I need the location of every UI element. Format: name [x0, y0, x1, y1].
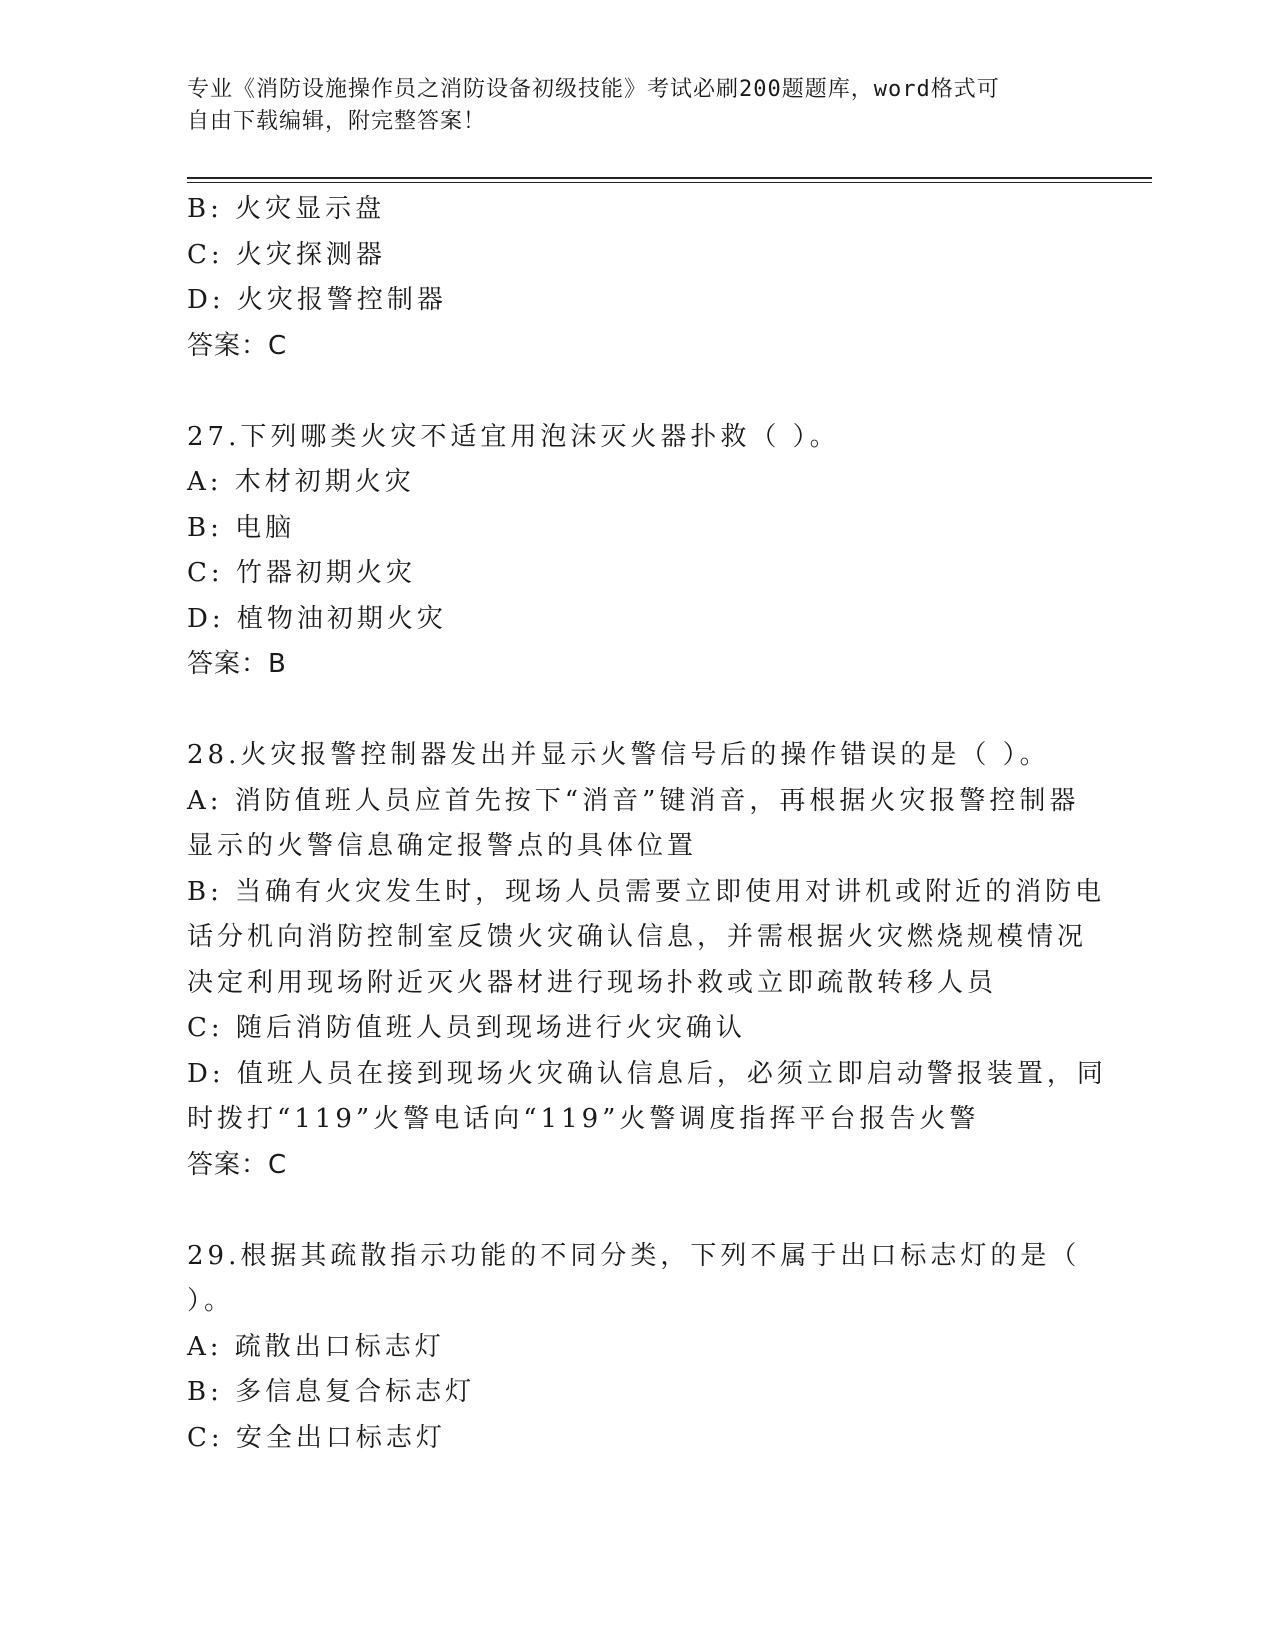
answer: 答案：C: [187, 330, 288, 361]
answer: 答案：B: [187, 649, 287, 679]
option-d: D: 火灾报警控制器: [187, 285, 447, 315]
option-c: C: 安全出口标志灯: [187, 1422, 446, 1453]
option-b: B: 多信息复合标志灯: [187, 1377, 476, 1407]
question-content: [187, 187, 1107, 1461]
option-c: C: 竹器初期火灾: [187, 558, 416, 588]
question-28: [187, 733, 1107, 1188]
spacer: [187, 1188, 1087, 1234]
option-b-line-2: 话分机向消防控制室反馈火灾确认信息，并需根据火灾燃烧规模情况: [187, 922, 1088, 952]
spacer: [187, 688, 1087, 734]
option-b: B: 电脑: [187, 512, 296, 543]
option-a-line-1: A: 消防值班人员应首先按下“消音”键消音，再根据火灾报警控制器: [187, 785, 1080, 816]
option-a: A: 疏散出口标志灯: [187, 1331, 445, 1362]
question-29: [187, 1234, 1087, 1462]
spacer: [187, 369, 1087, 415]
question-26-tail: [187, 187, 1087, 369]
question-stem: 27.下列哪类火灾不适宜用泡沫灭火器扑救（ ）。: [187, 421, 840, 452]
question-stem: 28.火灾报警控制器发出并显示火警信号后的操作错误的是（ ）。: [187, 740, 1050, 770]
option-d-line-2: 时拨打“119”火警电话向“119”火警调度指挥平台报告火警: [187, 1104, 980, 1134]
option-a-line-2: 显示的火警信息确定报警点的具体位置: [187, 831, 698, 861]
header-line-1: 专业《消防设施操作员之消防设备初级技能》考试必刷200题题库，word格式可: [187, 77, 1000, 102]
document-header: [187, 74, 1087, 138]
header-divider-thin: [187, 182, 1152, 183]
question-27: [187, 415, 1087, 688]
option-b-line-3: 决定利用现场附近灭火器材进行现场扑救或立即疏散转移人员: [187, 967, 998, 998]
answer: 答案：C: [187, 1149, 288, 1180]
option-c: C: 火灾探测器: [187, 239, 386, 270]
header-divider-thick: [187, 177, 1152, 179]
option-d: D: 植物油初期火灾: [187, 603, 447, 634]
option-d-line-1: D: 值班人员在接到现场火灾确认信息后，必须立即启动警报装置，同: [187, 1058, 1107, 1089]
header-line-2: 自由下载编辑，附完整答案！: [187, 109, 487, 134]
question-stem-line-2: ）。: [187, 1286, 235, 1316]
option-c: C: 随后消防值班人员到现场进行火灾确认: [187, 1013, 746, 1043]
question-stem-line-1: 29.根据其疏散指示功能的不同分类，下列不属于出口标志灯的是（: [187, 1240, 1081, 1271]
option-a: A: 木材初期火灾: [187, 467, 415, 497]
option-b-line-1: B: 当确有火灾发生时，现场人员需要立即使用对讲机或附近的消防电: [187, 876, 1106, 907]
option-b: B: 火灾显示盘: [187, 194, 386, 224]
